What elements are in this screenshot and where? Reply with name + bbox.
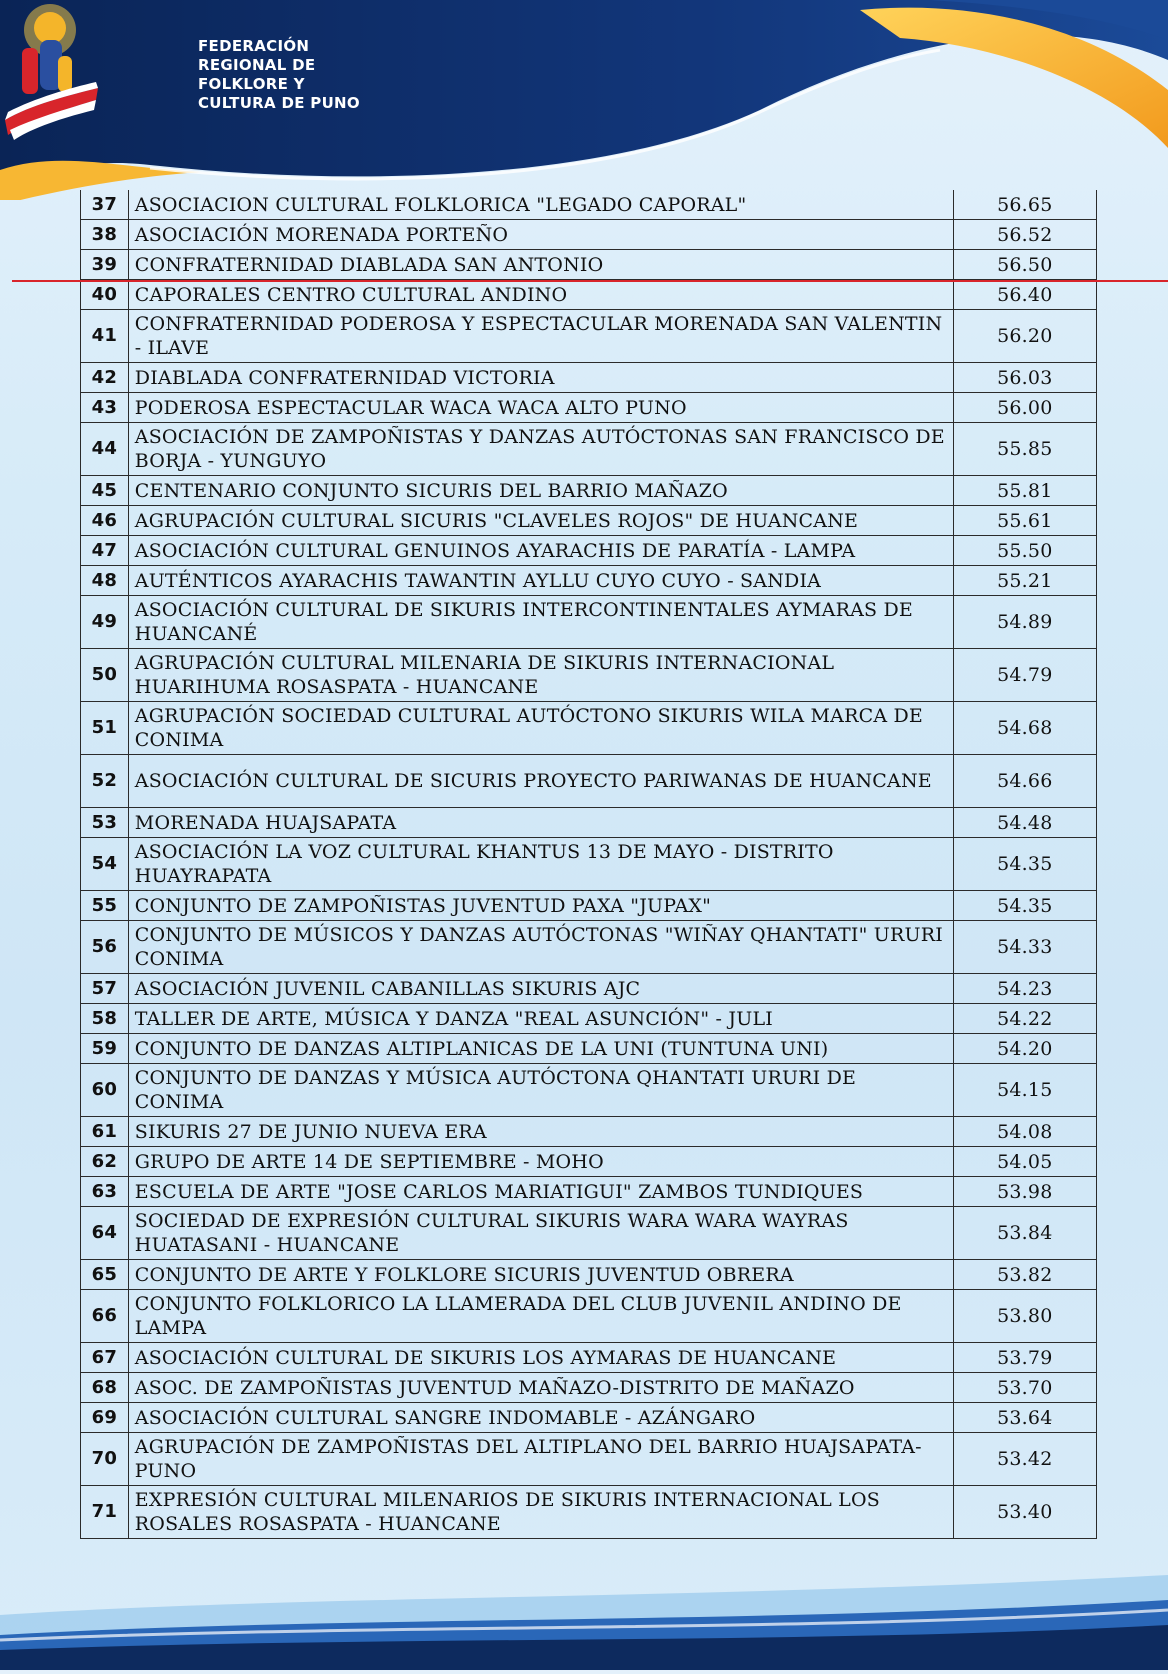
rank-cell: 48	[81, 566, 129, 596]
group-name-cell: CONJUNTO DE DANZAS ALTIPLANICAS DE LA UNI (TUNTUNA UNI)	[128, 1034, 953, 1064]
rank-cell: 43	[81, 393, 129, 423]
group-name-cell: CONFRATERNIDAD PODEROSA Y ESPECTACULAR MORENADA SAN VALENTIN - ILAVE	[128, 310, 953, 363]
table-row	[81, 220, 1097, 250]
rank-cell: 39	[81, 250, 129, 280]
rank-cell: 57	[81, 974, 129, 1004]
rank-cell: 66	[81, 1290, 129, 1343]
table-row	[81, 702, 1097, 755]
score-cell: 53.82	[953, 1260, 1096, 1290]
table-row	[81, 1486, 1097, 1539]
table-row	[81, 1403, 1097, 1433]
score-cell: 56.40	[953, 280, 1096, 310]
score-cell: 53.70	[953, 1373, 1096, 1403]
results-table-container	[80, 190, 1097, 1539]
table-row	[81, 1290, 1097, 1343]
table-row	[81, 393, 1097, 423]
rank-cell: 71	[81, 1486, 129, 1539]
rank-cell: 49	[81, 596, 129, 649]
score-cell: 56.52	[953, 220, 1096, 250]
group-name-cell: ASOCIACIÓN CULTURAL GENUINOS AYARACHIS DE PARATÍA - LAMPA	[128, 536, 953, 566]
group-name-cell: ASOCIACIÓN CULTURAL DE SIKURIS INTERCONTINENTALES AYMARAS DE HUANCANÉ	[128, 596, 953, 649]
footer-banner	[0, 1555, 1168, 1670]
score-cell: 56.00	[953, 393, 1096, 423]
score-cell: 54.15	[953, 1064, 1096, 1117]
table-row	[81, 536, 1097, 566]
table-row	[81, 1177, 1097, 1207]
org-name-line: REGIONAL DE	[198, 56, 316, 74]
table-row	[81, 280, 1097, 310]
group-name-cell: CONJUNTO DE ARTE Y FOLKLORE SICURIS JUVENTUD OBRERA	[128, 1260, 953, 1290]
group-name-cell: CONJUNTO DE ZAMPOÑISTAS JUVENTUD PAXA "JUPAX"	[128, 891, 953, 921]
table-row	[81, 1034, 1097, 1064]
header-banner	[0, 0, 1168, 200]
score-cell: 55.61	[953, 506, 1096, 536]
rank-cell: 62	[81, 1147, 129, 1177]
rank-cell: 58	[81, 1004, 129, 1034]
group-name-cell: AGRUPACIÓN DE ZAMPOÑISTAS DEL ALTIPLANO DEL BARRIO HUAJSAPATA-PUNO	[128, 1433, 953, 1486]
score-cell: 54.23	[953, 974, 1096, 1004]
group-name-cell: CONFRATERNIDAD DIABLADA SAN ANTONIO	[128, 250, 953, 280]
table-row	[81, 974, 1097, 1004]
rank-cell: 41	[81, 310, 129, 363]
score-cell: 55.81	[953, 476, 1096, 506]
table-row	[81, 363, 1097, 393]
score-cell: 54.20	[953, 1034, 1096, 1064]
footer-wave-graphic	[0, 1555, 1168, 1670]
rank-cell: 47	[81, 536, 129, 566]
rank-cell: 50	[81, 649, 129, 702]
header-wave-graphic	[0, 0, 1168, 200]
table-row	[81, 1207, 1097, 1260]
rank-cell: 60	[81, 1064, 129, 1117]
score-cell: 53.79	[953, 1343, 1096, 1373]
rank-cell: 54	[81, 838, 129, 891]
org-name-line: CULTURA DE PUNO	[198, 94, 360, 112]
table-row	[81, 921, 1097, 974]
rank-cell: 63	[81, 1177, 129, 1207]
rank-cell: 61	[81, 1117, 129, 1147]
group-name-cell: SOCIEDAD DE EXPRESIÓN CULTURAL SIKURIS WARA WARA WAYRAS HUATASANI - HUANCANE	[128, 1207, 953, 1260]
federation-logo	[0, 0, 100, 142]
table-row	[81, 596, 1097, 649]
group-name-cell: GRUPO DE ARTE 14 DE SEPTIEMBRE - MOHO	[128, 1147, 953, 1177]
rank-cell: 68	[81, 1373, 129, 1403]
classification-cutoff-line	[12, 280, 1168, 282]
group-name-cell: ASOCIACIÓN JUVENIL CABANILLAS SIKURIS AJC	[128, 974, 953, 1004]
score-cell: 54.05	[953, 1147, 1096, 1177]
table-row	[81, 1117, 1097, 1147]
group-name-cell: CONJUNTO FOLKLORICO LA LLAMERADA DEL CLUB JUVENIL ANDINO DE LAMPA	[128, 1290, 953, 1343]
org-name-line: FEDERACIÓN	[198, 37, 310, 55]
score-cell: 55.85	[953, 423, 1096, 476]
score-cell: 56.50	[953, 250, 1096, 280]
group-name-cell: EXPRESIÓN CULTURAL MILENARIOS DE SIKURIS INTERNACIONAL LOS ROSALES ROSASPATA - HUANCANE	[128, 1486, 953, 1539]
table-row	[81, 808, 1097, 838]
score-cell: 54.35	[953, 891, 1096, 921]
group-name-cell: ASOCIACIÓN MORENADA PORTEÑO	[128, 220, 953, 250]
score-cell: 55.50	[953, 536, 1096, 566]
group-name-cell: SIKURIS 27 DE JUNIO NUEVA ERA	[128, 1117, 953, 1147]
rank-cell: 65	[81, 1260, 129, 1290]
score-cell: 54.89	[953, 596, 1096, 649]
group-name-cell: ASOCIACIÓN LA VOZ CULTURAL KHANTUS 13 DE MAYO - DISTRITO HUAYRAPATA	[128, 838, 953, 891]
score-cell: 53.42	[953, 1433, 1096, 1486]
group-name-cell: ASOCIACIÓN CULTURAL SANGRE INDOMABLE - AZÁNGARO	[128, 1403, 953, 1433]
table-row	[81, 310, 1097, 363]
rank-cell: 55	[81, 891, 129, 921]
rank-cell: 59	[81, 1034, 129, 1064]
table-row	[81, 566, 1097, 596]
organization-name	[198, 37, 360, 113]
score-cell: 53.80	[953, 1290, 1096, 1343]
group-name-cell: AGRUPACIÓN CULTURAL SICURIS "CLAVELES ROJOS" DE HUANCANE	[128, 506, 953, 536]
group-name-cell: DIABLADA CONFRATERNIDAD VICTORIA	[128, 363, 953, 393]
table-row	[81, 891, 1097, 921]
score-cell: 53.98	[953, 1177, 1096, 1207]
table-row	[81, 1064, 1097, 1117]
rank-cell: 53	[81, 808, 129, 838]
table-row	[81, 838, 1097, 891]
rank-cell: 64	[81, 1207, 129, 1260]
table-row	[81, 506, 1097, 536]
group-name-cell: ASOC. DE ZAMPOÑISTAS JUVENTUD MAÑAZO-DISTRITO DE MAÑAZO	[128, 1373, 953, 1403]
score-cell: 53.84	[953, 1207, 1096, 1260]
group-name-cell: ASOCIACIÓN DE ZAMPOÑISTAS Y DANZAS AUTÓCTONAS SAN FRANCISCO DE BORJA - YUNGUYO	[128, 423, 953, 476]
score-cell: 54.08	[953, 1117, 1096, 1147]
score-cell: 54.22	[953, 1004, 1096, 1034]
table-row	[81, 1373, 1097, 1403]
rank-cell: 67	[81, 1343, 129, 1373]
rank-cell: 38	[81, 220, 129, 250]
group-name-cell: CONJUNTO DE MÚSICOS Y DANZAS AUTÓCTONAS "WIÑAY QHANTATI" URURI CONIMA	[128, 921, 953, 974]
rank-cell: 45	[81, 476, 129, 506]
table-row	[81, 1343, 1097, 1373]
results-table-body	[81, 190, 1097, 1539]
score-cell: 56.03	[953, 363, 1096, 393]
group-name-cell: AUTÉNTICOS AYARACHIS TAWANTIN AYLLU CUYO CUYO - SANDIA	[128, 566, 953, 596]
score-cell: 56.65	[953, 190, 1096, 220]
group-name-cell: CENTENARIO CONJUNTO SICURIS DEL BARRIO MAÑAZO	[128, 476, 953, 506]
group-name-cell: TALLER DE ARTE, MÚSICA Y DANZA "REAL ASUNCIÓN" - JULI	[128, 1004, 953, 1034]
score-cell: 53.40	[953, 1486, 1096, 1539]
table-row	[81, 1433, 1097, 1486]
score-cell: 54.48	[953, 808, 1096, 838]
table-row	[81, 649, 1097, 702]
table-row	[81, 1260, 1097, 1290]
group-name-cell: AGRUPACIÓN SOCIEDAD CULTURAL AUTÓCTONO SIKURIS WILA MARCA DE CONIMA	[128, 702, 953, 755]
table-row	[81, 423, 1097, 476]
score-cell: 54.79	[953, 649, 1096, 702]
rank-cell: 46	[81, 506, 129, 536]
rank-cell: 51	[81, 702, 129, 755]
group-name-cell: PODEROSA ESPECTACULAR WACA WACA ALTO PUNO	[128, 393, 953, 423]
rank-cell: 69	[81, 1403, 129, 1433]
rank-cell: 70	[81, 1433, 129, 1486]
group-name-cell: ASOCIACIÓN CULTURAL DE SICURIS PROYECTO PARIWANAS DE HUANCANE	[128, 755, 953, 808]
rank-cell: 52	[81, 755, 129, 808]
table-row	[81, 190, 1097, 220]
table-row	[81, 250, 1097, 280]
score-cell: 54.33	[953, 921, 1096, 974]
group-name-cell: ASOCIACION CULTURAL FOLKLORICA "LEGADO CAPORAL"	[128, 190, 953, 220]
score-cell: 56.20	[953, 310, 1096, 363]
rank-cell: 44	[81, 423, 129, 476]
table-row	[81, 1004, 1097, 1034]
rank-cell: 42	[81, 363, 129, 393]
group-name-cell: CONJUNTO DE DANZAS Y MÚSICA AUTÓCTONA QHANTATI URURI DE CONIMA	[128, 1064, 953, 1117]
group-name-cell: MORENADA HUAJSAPATA	[128, 808, 953, 838]
org-name-line: FOLKLORE Y	[198, 75, 305, 93]
score-cell: 54.68	[953, 702, 1096, 755]
group-name-cell: CAPORALES CENTRO CULTURAL ANDINO	[128, 280, 953, 310]
score-cell: 54.66	[953, 755, 1096, 808]
score-cell: 54.35	[953, 838, 1096, 891]
score-cell: 53.64	[953, 1403, 1096, 1433]
group-name-cell: ASOCIACIÓN CULTURAL DE SIKURIS LOS AYMARAS DE HUANCANE	[128, 1343, 953, 1373]
results-table	[80, 190, 1097, 1539]
rank-cell: 56	[81, 921, 129, 974]
group-name-cell: AGRUPACIÓN CULTURAL MILENARIA DE SIKURIS INTERNACIONAL HUARIHUMA ROSASPATA - HUANCANE	[128, 649, 953, 702]
rank-cell: 37	[81, 190, 129, 220]
group-name-cell: ESCUELA DE ARTE "JOSE CARLOS MARIATIGUI" ZAMBOS TUNDIQUES	[128, 1177, 953, 1207]
table-row	[81, 1147, 1097, 1177]
table-row	[81, 755, 1097, 808]
rank-cell: 40	[81, 280, 129, 310]
table-row	[81, 476, 1097, 506]
score-cell: 55.21	[953, 566, 1096, 596]
